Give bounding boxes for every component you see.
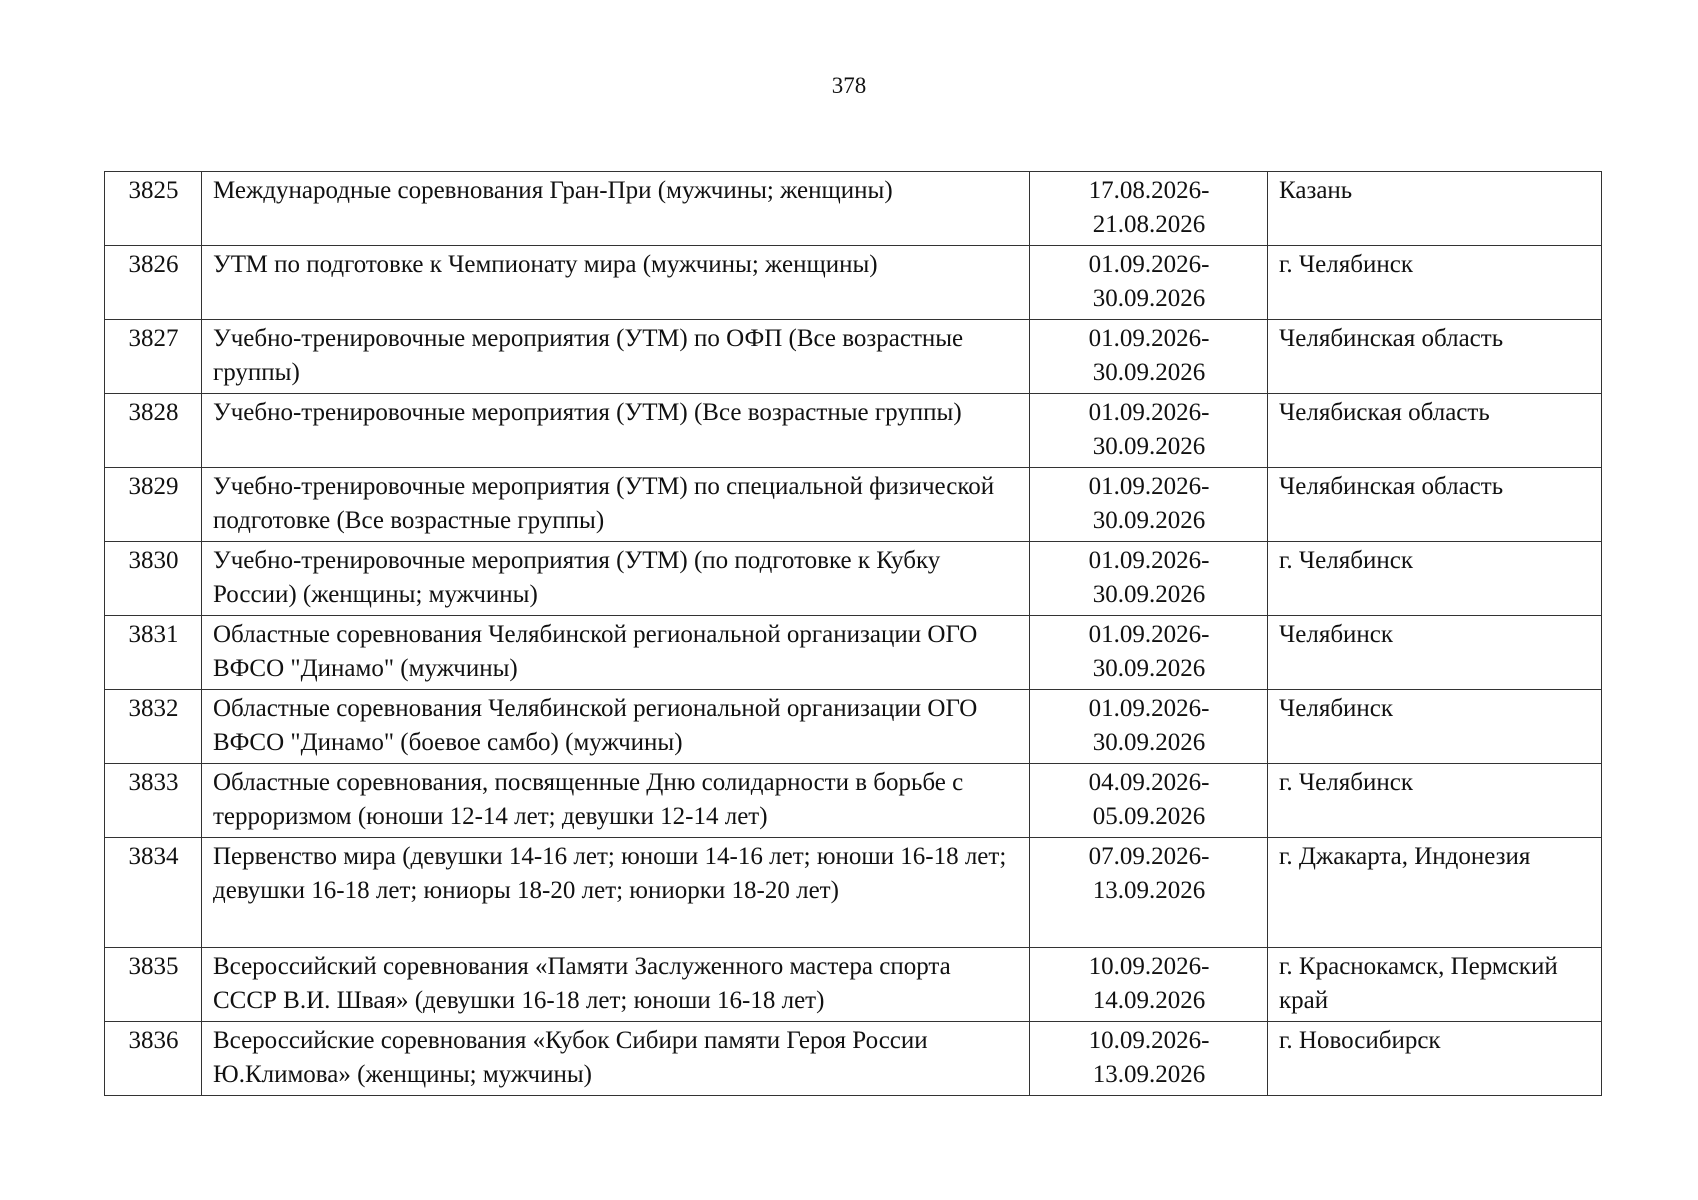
table-row	[105, 542, 1602, 616]
date-start: 01.09.2026-	[1088, 325, 1210, 352]
date-start: 07.09.2026-	[1088, 843, 1210, 870]
date-start: 10.09.2026-	[1088, 1027, 1210, 1054]
event-place: г. Джакарта, Индонезия	[1268, 838, 1602, 948]
event-number: 3827	[105, 320, 202, 394]
event-number: 3833	[105, 764, 202, 838]
event-place: г. Краснокамск, Пермский край	[1268, 948, 1602, 1022]
event-dates	[1030, 764, 1268, 838]
table-row	[105, 320, 1602, 394]
events-table	[104, 171, 1602, 1096]
event-number: 3830	[105, 542, 202, 616]
event-place: г. Челябинск	[1268, 542, 1602, 616]
date-start: 17.08.2026-	[1088, 177, 1210, 204]
event-number: 3834	[105, 838, 202, 948]
date-end: 30.09.2026	[1092, 359, 1206, 386]
event-dates	[1030, 468, 1268, 542]
table-row	[105, 616, 1602, 690]
event-name: Учебно-тренировочные мероприятия (УТМ) (по подготовке к Кубку России) (женщины; мужчины)	[202, 542, 1030, 616]
event-name: Учебно-тренировочные мероприятия (УТМ) по ОФП (Все возрастные группы)	[202, 320, 1030, 394]
event-dates	[1030, 690, 1268, 764]
event-dates	[1030, 1022, 1268, 1096]
table-row	[105, 468, 1602, 542]
event-name: Областные соревнования Челябинской региональной организации ОГО ВФСО "Динамо" (боевое самбо) (мужчины)	[202, 690, 1030, 764]
event-place: Казань	[1268, 172, 1602, 246]
event-name: Учебно-тренировочные мероприятия (УТМ) по специальной физической подготовке (Все возрастные группы)	[202, 468, 1030, 542]
event-name: Областные соревнования Челябинской региональной организации ОГО ВФСО "Динамо" (мужчины)	[202, 616, 1030, 690]
event-dates	[1030, 542, 1268, 616]
event-name: Всероссийские соревнования «Кубок Сибири памяти Героя России Ю.Климова» (женщины; мужчины)	[202, 1022, 1030, 1096]
table-row	[105, 394, 1602, 468]
date-start: 01.09.2026-	[1088, 621, 1210, 648]
table-row	[105, 838, 1602, 948]
event-place: Челябиская область	[1268, 394, 1602, 468]
event-dates	[1030, 616, 1268, 690]
event-place: г. Челябинск	[1268, 764, 1602, 838]
event-dates	[1030, 394, 1268, 468]
date-start: 01.09.2026-	[1088, 473, 1210, 500]
date-start: 10.09.2026-	[1088, 953, 1210, 980]
event-name: Международные соревнования Гран-При (мужчины; женщины)	[202, 172, 1030, 246]
date-start: 01.09.2026-	[1088, 547, 1210, 574]
event-number: 3832	[105, 690, 202, 764]
date-start: 01.09.2026-	[1088, 695, 1210, 722]
event-place: г. Новосибирск	[1268, 1022, 1602, 1096]
event-number: 3835	[105, 948, 202, 1022]
event-number: 3826	[105, 246, 202, 320]
table-row	[105, 764, 1602, 838]
date-start: 01.09.2026-	[1088, 399, 1210, 426]
date-end: 30.09.2026	[1092, 581, 1206, 608]
date-end: 05.09.2026	[1092, 803, 1206, 830]
event-place: г. Челябинск	[1268, 246, 1602, 320]
table-row	[105, 246, 1602, 320]
date-start: 04.09.2026-	[1088, 769, 1210, 796]
date-end: 21.08.2026	[1092, 211, 1206, 238]
date-end: 30.09.2026	[1092, 285, 1206, 312]
event-dates	[1030, 172, 1268, 246]
table-row	[105, 1022, 1602, 1096]
event-dates	[1030, 320, 1268, 394]
event-name: Областные соревнования, посвященные Дню солидарности в борьбе с терроризмом (юноши 12-14 лет; девушки 12-14 лет)	[202, 764, 1030, 838]
event-number: 3836	[105, 1022, 202, 1096]
table-row	[105, 172, 1602, 246]
date-start: 01.09.2026-	[1088, 251, 1210, 278]
date-end: 30.09.2026	[1092, 433, 1206, 460]
table-row	[105, 690, 1602, 764]
event-place: Челябинская область	[1268, 468, 1602, 542]
event-number: 3831	[105, 616, 202, 690]
event-place: Челябинск	[1268, 616, 1602, 690]
event-name: УТМ по подготовке к Чемпионату мира (мужчины; женщины)	[202, 246, 1030, 320]
event-place: Челябинск	[1268, 690, 1602, 764]
event-number: 3829	[105, 468, 202, 542]
event-number: 3828	[105, 394, 202, 468]
event-dates	[1030, 838, 1268, 948]
date-end: 14.09.2026	[1092, 987, 1206, 1014]
date-end: 30.09.2026	[1092, 729, 1206, 756]
event-place: Челябинская область	[1268, 320, 1602, 394]
date-end: 30.09.2026	[1092, 655, 1206, 682]
page-number: 378	[831, 73, 867, 98]
date-end: 13.09.2026	[1092, 1061, 1206, 1088]
date-end: 30.09.2026	[1092, 507, 1206, 534]
date-end: 13.09.2026	[1092, 877, 1206, 904]
event-dates	[1030, 948, 1268, 1022]
event-dates	[1030, 246, 1268, 320]
event-name: Всероссийский соревнования «Памяти Заслуженного мастера спорта СССР В.И. Швая» (девушки 16-18 лет; юноши 16-18 лет)	[202, 948, 1030, 1022]
event-name: Учебно-тренировочные мероприятия (УТМ) (Все возрастные группы)	[202, 394, 1030, 468]
event-number: 3825	[105, 172, 202, 246]
event-name: Первенство мира (девушки 14-16 лет; юноши 14-16 лет; юноши 16-18 лет; девушки 16-18 лет; юниоры 18-20 лет; юниорки 18-20 лет)	[202, 838, 1030, 948]
table-row	[105, 948, 1602, 1022]
